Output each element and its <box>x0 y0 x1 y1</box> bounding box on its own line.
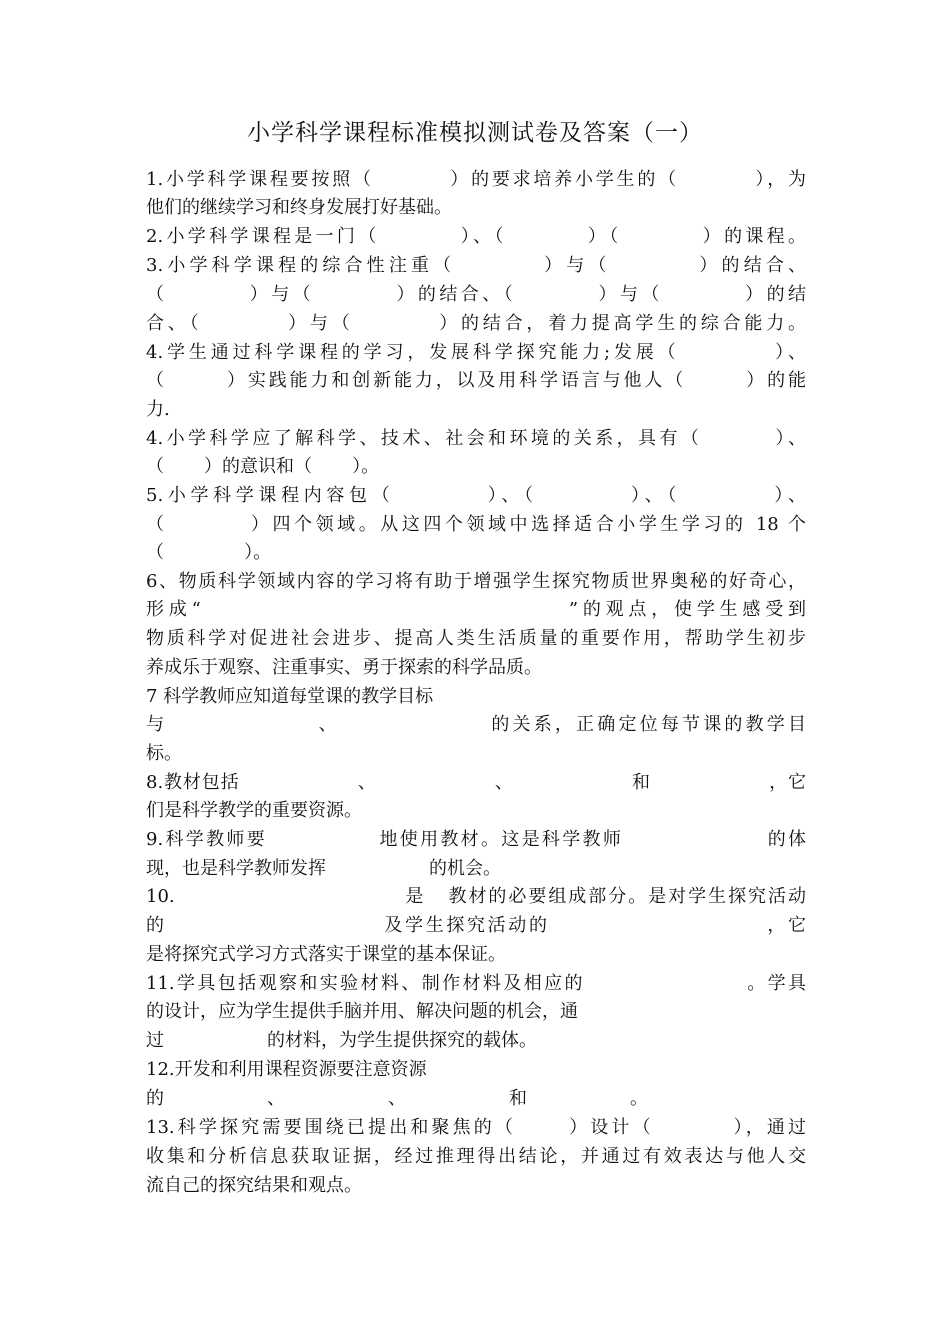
text-line: 力. <box>146 399 170 420</box>
text-line: 2.小学科学课程是一门（ ）、（ ）（ ）的课程。 <box>146 226 806 247</box>
text-line: 是将探究式学习方式落实于课堂的基本保证。 <box>146 944 506 965</box>
text-line: 们是科学教学的重要资源。 <box>146 800 362 821</box>
text-line: 11.学具包括观察和实验材料、制作材料及相应的 。学具 <box>146 973 806 994</box>
text-line: 过 的材料，为学生提供探究的载体。 <box>146 1030 537 1051</box>
text-line: 与 、 的关系，正确定位每节课的教学目 <box>146 714 806 735</box>
text-line: 5.小学科学课程内容包（ ）、（ ）、（ ）、 <box>146 485 806 506</box>
text-line: 养成乐于观察、注重事实、勇于探索的科学品质。 <box>146 657 542 678</box>
text-line: 他们的继续学习和终身发展打好基础。 <box>146 197 452 218</box>
text-line: （ ）。 <box>146 542 272 563</box>
text-line: 13.科学探究需要围绕已提出和聚焦的（ ）设计（ ），通过 <box>146 1117 806 1138</box>
text-line: 的设计，应为学生提供手脑并用、解决问题的机会，通 <box>146 1001 578 1022</box>
text-line: 4.学生通过科学课程的学习，发展科学探究能力;发展（ ）、 <box>146 342 806 363</box>
text-line: （ ）的意识和（ ）。 <box>146 456 380 477</box>
text-line: 12.开发和利用课程资源要注意资源 <box>146 1059 427 1080</box>
text-line: 6、物质科学领域内容的学习将有助于增强学生探究物质世界奥秘的好奇心， <box>146 571 806 592</box>
text-line: 的 及学生探究活动的 ，它 <box>146 915 806 936</box>
document-title: 小学科学课程标准模拟测试卷及答案（一） <box>247 120 703 146</box>
text-line: （ ）与（ ）的结合、（ ）与（ ）的结 <box>146 284 806 305</box>
text-line: 9.科学教师要 地使用教材。这是科学教师 的体 <box>146 829 806 850</box>
text-line: 8.教材包括 、 、 和 ，它 <box>146 772 806 793</box>
text-line: 流自己的探究结果和观点。 <box>146 1175 362 1196</box>
text-line: （ ）实践能力和创新能力，以及用科学语言与他人（ ）的能 <box>146 370 806 391</box>
text-line: 4.小学科学应了解科学、技术、社会和环境的关系，具有（ ）、 <box>146 428 806 449</box>
text-line: 合、（ ）与（ ）的结合，着力提高学生的综合能力。 <box>146 313 806 334</box>
text-line: 现，也是科学教师发挥 的机会。 <box>146 858 501 879</box>
text-line: 10. 是 教材的必要组成部分。是对学生探究活动 <box>146 886 806 907</box>
text-line: （ ）四个领域。从这四个领域中选择适合小学生学习的 18 个 <box>146 514 806 535</box>
text-line: 7 科学教师应知道每堂课的教学目标 <box>146 686 434 707</box>
text-line: 物质科学对促进社会进步、提高人类生活质量的重要作用，帮助学生初步 <box>146 628 806 649</box>
text-line: 收集和分析信息获取证据，经过推理得出结论，并通过有效表达与他人交 <box>146 1146 806 1167</box>
text-line: 的 、 、 和 。 <box>146 1088 648 1109</box>
text-line: 标。 <box>146 743 182 764</box>
text-line: 3.小学科学课程的综合性注重（ ）与（ ）的结合、 <box>146 255 806 276</box>
text-line: 1.小学科学课程要按照（ ）的要求培养小学生的（ ），为 <box>146 169 806 190</box>
text-line: 形成“ ”的观点，使学生感受到 <box>146 599 806 620</box>
